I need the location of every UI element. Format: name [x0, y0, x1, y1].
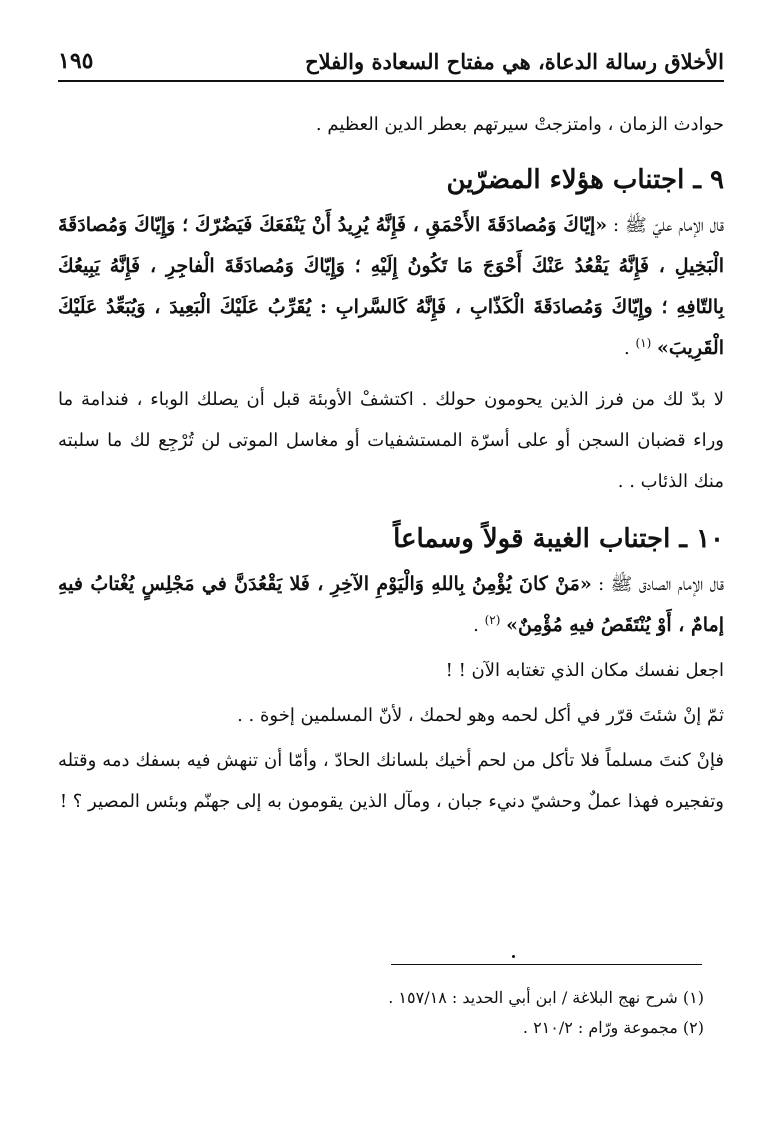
separator-dot [512, 955, 515, 958]
page-header [58, 36, 724, 82]
section-heading-9: ٩ ـ اجتناب هؤلاء المضرّين [446, 165, 724, 195]
quote-intro: قال الإمام عليّ ﷺ : [607, 215, 725, 236]
body-paragraph: ثمّ إنْ شئتَ قرّر في أكل لحمه وهو لحمك ، لأنّ المسلمين إخوة . . [237, 705, 724, 726]
quote-paragraph-2 [58, 564, 724, 646]
footnote-2: (٢) مجموعة ورّام : ٢١٠/٢ . [522, 1018, 704, 1037]
quote-paragraph-1 [58, 205, 724, 369]
quote-text: «مَنْ كانَ يُؤْمِنُ بِاللهِ وَالْيَوْمِ الآخِرِ ، فَلا يَقْعُدَنَّ في مَجْلِسٍ يُغْتابُ فيهِ إمامٌ ، أَوْ يُنْتَقَصُ فيهِ مُؤْمِنٌ» [58, 573, 724, 636]
body-paragraph: فإنْ كنتَ مسلماً فلا تأكل من لحم أخيك بلسانك الحادّ ، وأمّا أن تنهش فيه بسفك دمه وقتله وتفجيره فهذا عملٌ وحشيّ دنيء جبان ، ومآل الذين يقومون به إلى جهنّم وبئس المصير ؟ ! [58, 750, 724, 812]
footnotes [58, 983, 704, 1043]
quote-end: . [623, 338, 630, 359]
quote-text: «إيّاكَ وَمُصادَقَةَ الأَحْمَقِ ، فَإِنَّهُ يُرِيدُ أَنْ يَنْفَعَكَ فَيَضُرّكَ ؛ وَإِيّاكَ وَمُصادَقَةَ الْبَخِيلِ ، فَإِنَّهُ يَقْعُدُ عَنْكَ أَحْوَجَ مَا تَكُونُ إِلَيْهِ ؛ وَإِيّاكَ وَمُصادَقَةَ الْفاجِرِ ، فَإِنَّهُ يَبِيعُكَ بِالتّافِهِ ؛ وإِيّاكَ وَمُصادَقَةَ الْكَذّابِ ، فَإِنَّهُ كَالسَّرابِ : يُقَرِّبُ عَلَيْكَ الْبَعِيدَ ، وَيُبَعِّدُ عَلَيْكَ الْقَرِيبَ» [58, 214, 724, 359]
page-body [58, 98, 724, 822]
intro-paragraph: حوادث الزمان ، وامتزجتْ سيرتهم بعطر الدين العظيم . [315, 114, 724, 135]
body-paragraph: اجعل نفسك مكان الذي تغتابه الآن ! ! [445, 660, 724, 681]
running-title: الأخلاق رسالة الدعاة، هي مفتاح السعادة والفلاح [305, 49, 724, 74]
footnote-ref: (١) [635, 336, 652, 350]
page-number: ١٩٥ [58, 48, 94, 74]
quote-end: . [473, 615, 479, 636]
body-paragraph: لا بدّ لك من فرز الذين يحومون حولك . اكتشفْ الأوبئة قبل أن يصلك الوباء ، فندامة ما وراء قضبان السجن أو على أسرّة المستشفيات أو مغاسل الموتى لن تُرْجِع لك ما سلبته منك الذئاب . . [58, 389, 724, 492]
section-heading-10: ١٠ ـ اجتناب الغيبة قولاً وسماعاً [393, 524, 724, 554]
quote-intro: قال الإمام الصادق ﷺ : [591, 574, 725, 595]
footnote-1: (١) شرح نهج البلاغة / ابن أبي الحديد : ١٥٧/١٨ . [388, 988, 704, 1007]
footnote-ref: (٢) [484, 613, 501, 627]
footnote-separator [391, 964, 702, 965]
